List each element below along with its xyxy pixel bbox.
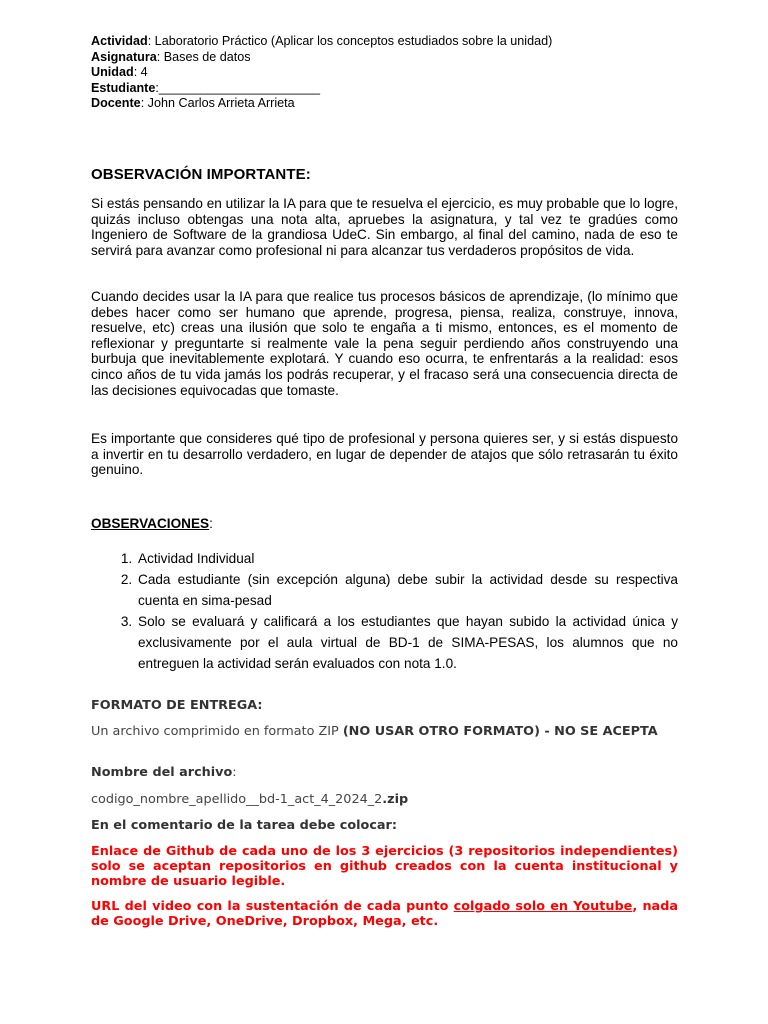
important-title: OBSERVACIÓN IMPORTANTE: <box>91 166 311 183</box>
observaciones-heading: OBSERVACIONES: <box>91 516 213 531</box>
github-requirement: Enlace de Github de cada uno de los 3 ejercicios (3 repositorios independientes) solo se aceptan repositorios en github creados con la cuenta institucional y nombre de usuario legible. <box>91 844 678 889</box>
important-paragraph-3: Es importante que consideres qué tipo de profesional y persona quieres ser, y si estás dispuesto a invertir en tu desarrollo verdadero, en lugar de depender de atajos que sólo retrasarán tu éxito genuino. <box>91 431 678 478</box>
important-paragraph-1: Si estás pensando en utilizar la IA para que te resuelva el ejercicio, es muy probable que lo logre, quizás incluso obtengas una nota alta, apruebes la asignatura, y tal vez te gradúes como Ingeniero de Software de la grandiosa UdeC. Sin embargo, al final del camino, nada de eso te servirá para avanzar como profesional ni para alcanzar tus verdaderos propósitos de vida. <box>91 196 678 258</box>
important-paragraph-2: Cuando decides usar la IA para que realice tus procesos básicos de aprendizaje, (lo mínimo que debes hacer como ser humano que aprende, progresa, piensa, realiza, construye, innova, resuelve, etc) creas una ilusión que solo te engaña a ti mismo, entonces, es el momento de reflexionar y preguntarte si realmente vale la pena seguir perdiendo años construyendo una burbuja que inevitablemente explotará. Y cuando eso ocurra, te enfrentarás a la realidad: esos cinco años de tu vida jamás los podrás recuperar, y el fracaso será una consecuencia directa de las decisiones equivocadas que tomaste. <box>91 289 678 398</box>
filename-value-line: codigo_nombre_apellido__bd-1_act_4_2024_2.zip <box>91 792 409 807</box>
observaciones-list <box>91 548 678 674</box>
zip-format-line: Un archivo comprimido en formato ZIP (NO USAR OTRO FORMATO) - NO SE ACEPTA <box>91 724 658 739</box>
list-item: 2. Cada estudiante (sin excepción alguna) debe subir la actividad desde su respectiva cuenta en sima-pesad <box>136 569 678 611</box>
actividad-line: Actividad: Laboratorio Práctico (Aplicar los conceptos estudiados sobre la unidad) <box>91 34 553 48</box>
document-header <box>91 34 552 112</box>
comentario-line: En el comentario de la tarea debe colocar: <box>91 818 397 833</box>
video-requirement: URL del video con la sustentación de cada punto colgado solo en Youtube, nada de Google Drive, OneDrive, Dropbox, Mega, etc. <box>91 899 678 929</box>
unidad-line: Unidad: 4 <box>91 65 148 79</box>
filename-label-line: Nombre del archivo: <box>91 765 237 780</box>
estudiante-line: Estudiante:_______________________ <box>91 80 320 95</box>
list-item: 1. Actividad Individual <box>136 548 678 569</box>
docente-line: Docente: John Carlos Arrieta Arrieta <box>91 96 295 110</box>
asignatura-line: Asignatura: Bases de datos <box>91 49 251 64</box>
list-item: 3. Solo se evaluará y calificará a los estudiantes que hayan subido la actividad única y exclusivamente por el aula virtual de BD-1 de SIMA-PESAS, los alumnos que no entreguen la actividad serán evaluados con nota 1.0. <box>136 611 678 674</box>
formato-title: FORMATO DE ENTREGA: <box>91 698 263 713</box>
